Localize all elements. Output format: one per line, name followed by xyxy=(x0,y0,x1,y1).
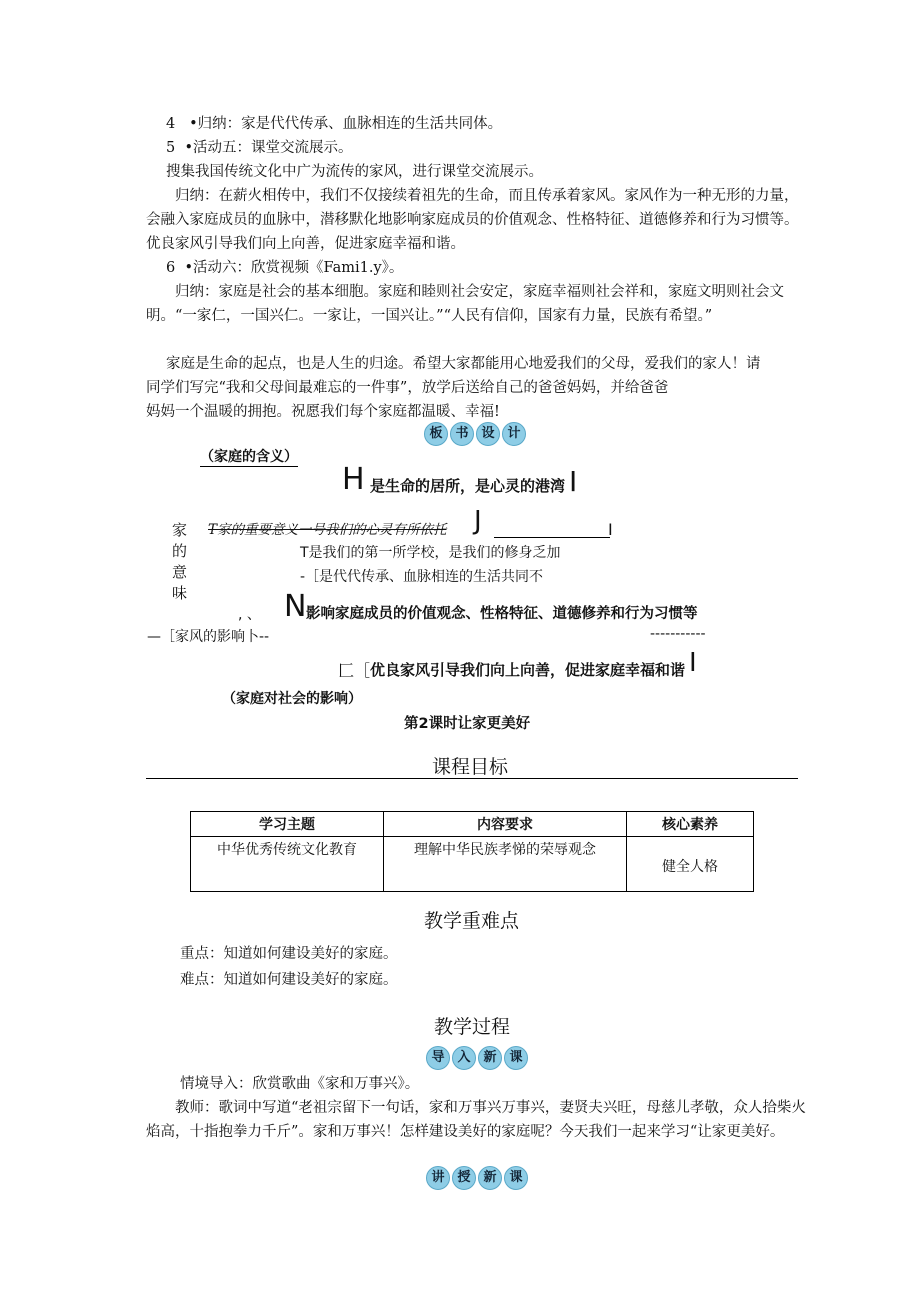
activity-4 xyxy=(166,112,502,136)
board-influence-line: 影响家庭成员的价值观念、性格特征、道德修养和行为习惯等 xyxy=(306,606,698,622)
badge-char: 设 xyxy=(476,422,500,446)
board-family-style: —［家风的影响卜-- xyxy=(147,629,270,645)
key-points-heading: 教学重难点 xyxy=(424,910,520,932)
teacher-text: 教师：歌词中写道“老祖宗留下一句话，家和万事兴万事兴，妻贤夫兴旺，母慈儿孝敬，众人拾柴火焰高，十指抱拳力千斤”。家和万事兴！怎样建设美好的家庭呢？今天我们一起来学习“让家更美好。 xyxy=(146,1100,806,1140)
closing-line-2: 同学们写完“我和父母间最难忘的一件事”，放学后送给自己的爸爸妈妈，并给爸爸 xyxy=(146,380,669,396)
heading-rule xyxy=(146,778,798,779)
board-h-letter: H xyxy=(342,462,365,497)
board-marks: , 、 xyxy=(238,607,261,623)
badge-char: 入 xyxy=(452,1046,476,1070)
table-cell: 健全人格 xyxy=(627,837,754,892)
badge-char: 课 xyxy=(504,1046,528,1070)
activity-5 xyxy=(166,136,353,160)
board-underline xyxy=(494,537,610,538)
intro-line: 情境导入：欣赏歌曲《家和万事兴》。 xyxy=(180,1076,420,1092)
board-struck-line: T家的重要意义一号我们的心灵有所依托 xyxy=(208,522,447,538)
course-goals-heading: 课程目标 xyxy=(432,756,509,778)
summary-society: 归纳：家庭是社会的基本细胞。家庭和睦则社会安定，家庭幸福则社会祥和，家庭文明则社会文明。“一家仁，一国兴仁。一家让，一国兴让。”“人民有信仰，国家有力量，民族有希望。” xyxy=(146,284,784,324)
badge-char: 板 xyxy=(424,422,448,446)
activity-text: •活动六：欣赏视频《Fami1.y》。 xyxy=(184,260,404,276)
board-design-badge xyxy=(424,422,526,446)
activity-text: •归纳：家是代代传承、血脉相连的生活共同体。 xyxy=(189,116,503,132)
board-dashes: ----------- xyxy=(650,626,706,642)
board-bar: I xyxy=(569,465,578,498)
table-header: 学习主题 xyxy=(191,812,384,837)
board-chain-line: -［是代代传承、血脉相连的生活共同不 xyxy=(300,569,544,585)
table-header: 核心素养 xyxy=(627,812,754,837)
badge-char: 书 xyxy=(450,422,474,446)
summary-family-style: 归纳：在薪火相传中，我们不仅接续着祖先的生命，而且传承着家风。家风作为一种无形的力量，会融入家庭成员的血脉中，潜移默化地影响家庭成员的价值观念、性格特征、道德修养和行为习惯等。优良家风引导我们向上向善，促进家庭幸福和谐。 xyxy=(146,188,799,252)
board-society-label: （家庭对社会的影响） xyxy=(222,691,362,707)
board-vertical-title xyxy=(172,520,190,604)
intro-badge xyxy=(426,1046,528,1070)
vertical-char: 的 xyxy=(172,542,188,560)
key-point: 重点：知道如何建设美好的家庭。 xyxy=(180,946,398,962)
activity-number: 4 xyxy=(166,116,176,132)
board-n-letter: N xyxy=(284,589,307,624)
process-heading: 教学过程 xyxy=(434,1016,511,1038)
badge-char: 导 xyxy=(426,1046,450,1070)
vertical-char: 家 xyxy=(172,521,188,539)
table-row xyxy=(191,837,754,892)
board-meaning-label: （家庭的含义） xyxy=(200,446,298,467)
goals-table xyxy=(190,811,754,892)
board-bar: I xyxy=(608,520,613,539)
closing-line-1: 家庭是生命的起点，也是人生的归途。希望大家都能用心地爱我们的父母，爱我们的家人！请 xyxy=(166,356,761,372)
activity-5-description: 搜集我国传统文化中广为流传的家风，进行课堂交流展示。 xyxy=(166,164,543,180)
vertical-char: 味 xyxy=(172,584,188,602)
badge-char: 计 xyxy=(502,422,526,446)
lesson-title: 第2课时让家更美好 xyxy=(404,716,531,732)
board-school-line: T是我们的第一所学校，是我们的修身乏加 xyxy=(300,545,561,561)
activity-6 xyxy=(166,256,403,280)
board-home-line: 是生命的居所，是心灵的港湾 xyxy=(370,477,566,495)
board-bar: I xyxy=(689,648,697,678)
table-cell: 理解中华民族孝悌的荣辱观念 xyxy=(384,837,627,892)
difficult-point: 难点：知道如何建设美好的家庭。 xyxy=(180,972,398,988)
teach-badge xyxy=(426,1166,528,1190)
badge-char: 讲 xyxy=(426,1166,450,1190)
badge-char: 课 xyxy=(504,1166,528,1190)
activity-text: •活动五：课堂交流展示。 xyxy=(184,140,353,156)
board-j-letter: J xyxy=(474,506,482,536)
board-good-prefix: 匚［ xyxy=(338,661,371,680)
board-good-style: 优良家风引导我们向上向善，促进家庭幸福和谐 xyxy=(370,661,686,679)
vertical-char: 意 xyxy=(172,563,188,581)
badge-char: 新 xyxy=(478,1046,502,1070)
badge-char: 授 xyxy=(452,1166,476,1190)
activity-number: 6 xyxy=(166,260,176,276)
table-header: 内容要求 xyxy=(384,812,627,837)
closing-line-3: 妈妈一个温暖的拥抱。祝愿我们每个家庭都温暖、幸福! xyxy=(146,404,500,420)
table-header-row xyxy=(191,812,754,837)
table-cell: 中华优秀传统文化教育 xyxy=(191,837,384,892)
badge-char: 新 xyxy=(478,1166,502,1190)
activity-number: 5 xyxy=(166,140,176,156)
